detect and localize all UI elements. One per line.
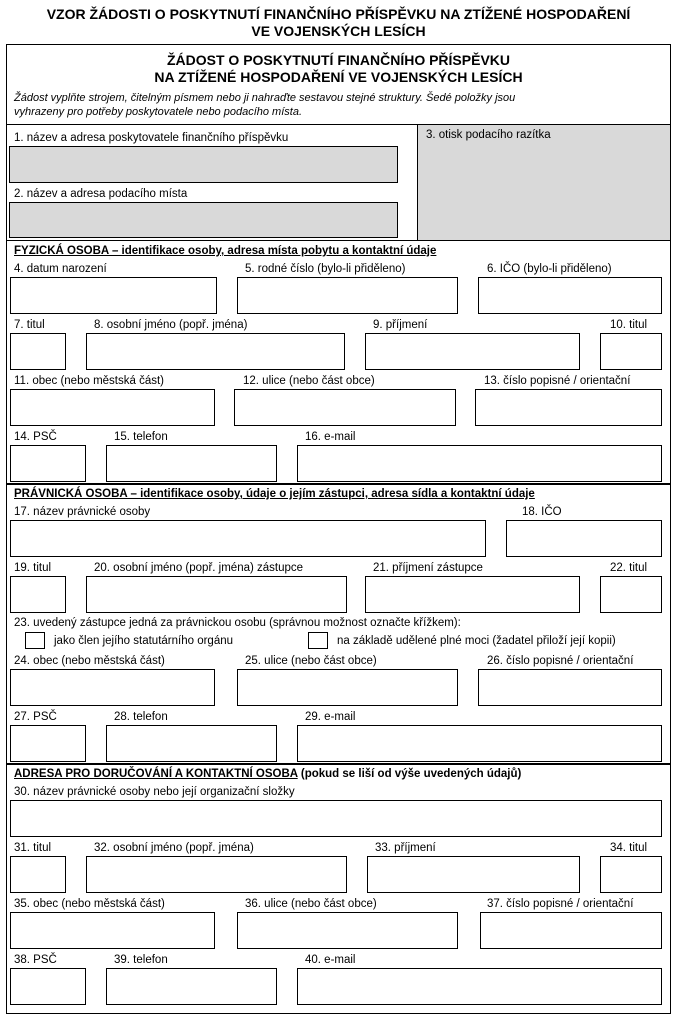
birth-date-field[interactable] bbox=[10, 277, 217, 314]
field-label-27: 27. PSČ bbox=[14, 711, 57, 723]
field-label-4: 4. datum narození bbox=[14, 263, 107, 275]
instructions bbox=[14, 91, 664, 119]
field-label-25: 25. ulice (nebo část obce) bbox=[245, 655, 377, 667]
delivery-house-number-field[interactable] bbox=[480, 912, 662, 949]
document-title-line1: VZOR ŽÁDOSTI O POSKYTNUTÍ FINANČNÍHO PŘÍSPĚVKU NA ZTÍŽENÉ HOSPODAŘENÍ bbox=[46, 6, 631, 22]
form-title-line1: ŽÁDOST O POSKYTNUTÍ FINANČNÍHO PŘÍSPĚVKU bbox=[166, 52, 511, 68]
representative-title-after-field[interactable] bbox=[600, 576, 662, 613]
field-label-17: 17. název právnické osoby bbox=[14, 506, 151, 518]
first-name-field[interactable] bbox=[86, 333, 345, 370]
field-label-38: 38. PSČ bbox=[14, 954, 57, 966]
statutory-body-checkbox[interactable] bbox=[25, 632, 45, 649]
field-label-22: 22. titul bbox=[610, 562, 648, 574]
field-label-14: 14. PSČ bbox=[14, 431, 57, 443]
field-label-2: 2. název a adresa podacího místa bbox=[14, 188, 188, 200]
field-label-35: 35. obec (nebo městská část) bbox=[14, 898, 165, 910]
field-label-3: 3. otisk podacího razítka bbox=[426, 129, 551, 141]
submission-place-field bbox=[9, 202, 398, 238]
contact-title-after-field[interactable] bbox=[600, 856, 662, 893]
field-label-6: 6. IČO (bylo-li přiděleno) bbox=[487, 263, 612, 275]
divider bbox=[6, 240, 671, 241]
field-label-12: 12. ulice (nebo část obce) bbox=[243, 375, 375, 387]
field-label-23: 23. uvedený zástupce jedná za právnickou osobu (správnou možnost označte křížkem): bbox=[14, 617, 461, 629]
field-label-39: 39. telefon bbox=[114, 954, 168, 966]
instructions-line1: Žádost vyplňte strojem, čitelným písmem nebo ji nahraďte sestavou stejné struktury. Šedé položky jsou bbox=[14, 92, 516, 104]
postal-code-field[interactable] bbox=[10, 445, 86, 482]
provider-name-address-field bbox=[9, 146, 398, 183]
delivery-phone-field[interactable] bbox=[106, 968, 277, 1005]
field-label-31: 31. titul bbox=[14, 842, 52, 854]
title-after-field[interactable] bbox=[600, 333, 662, 370]
section-heading-natural-person: FYZICKÁ OSOBA – identifikace osoby, adresa místa pobytu a kontaktní údaje bbox=[14, 245, 437, 257]
section-heading-delivery bbox=[14, 767, 521, 781]
option-power-of-attorney: na základě udělené plné moci (žadatel přiloží její kopii) bbox=[337, 635, 616, 647]
field-label-5: 5. rodné číslo (bylo-li přiděleno) bbox=[245, 263, 406, 275]
form-title-line2: NA ZTÍŽENÉ HOSPODAŘENÍ VE VOJENSKÝCH LESÍCH bbox=[154, 69, 523, 85]
field-label-32: 32. osobní jméno (popř. jména) bbox=[94, 842, 254, 854]
field-label-15: 15. telefon bbox=[114, 431, 168, 443]
contact-surname-field[interactable] bbox=[367, 856, 580, 893]
option-statutory-body: jako člen jejího statutárního orgánu bbox=[54, 635, 234, 647]
instructions-line2: vyhrazeny pro potřeby poskytovatele nebo podacího místa. bbox=[14, 106, 303, 118]
ico-field[interactable] bbox=[478, 277, 662, 314]
delivery-heading-note: (pokud se liší od výše uvedených údajů) bbox=[300, 768, 522, 780]
field-label-36: 36. ulice (nebo část obce) bbox=[245, 898, 377, 910]
title-before-field[interactable] bbox=[10, 333, 66, 370]
power-of-attorney-checkbox[interactable] bbox=[308, 632, 328, 649]
contact-first-name-field[interactable] bbox=[86, 856, 347, 893]
birth-number-field[interactable] bbox=[237, 277, 458, 314]
field-label-26: 26. číslo popisné / orientační bbox=[487, 655, 634, 667]
field-label-1: 1. název a adresa poskytovatele finančního příspěvku bbox=[14, 132, 289, 144]
surname-field[interactable] bbox=[365, 333, 580, 370]
field-label-16: 16. e-mail bbox=[305, 431, 356, 443]
stamp-area bbox=[418, 125, 670, 240]
representative-first-name-field[interactable] bbox=[86, 576, 347, 613]
field-label-20: 20. osobní jméno (popř. jména) zástupce bbox=[94, 562, 304, 574]
delivery-street-field[interactable] bbox=[237, 912, 458, 949]
field-label-34: 34. titul bbox=[610, 842, 648, 854]
legal-name-field[interactable] bbox=[10, 520, 486, 557]
field-label-21: 21. příjmení zástupce bbox=[373, 562, 483, 574]
legal-phone-field[interactable] bbox=[106, 725, 277, 762]
legal-municipality-field[interactable] bbox=[10, 669, 215, 706]
field-label-13: 13. číslo popisné / orientační bbox=[484, 375, 631, 387]
divider bbox=[6, 763, 671, 765]
field-label-33: 33. příjmení bbox=[375, 842, 436, 854]
field-label-24: 24. obec (nebo městská část) bbox=[14, 655, 165, 667]
field-label-40: 40. e-mail bbox=[305, 954, 356, 966]
delivery-postal-code-field[interactable] bbox=[10, 968, 86, 1005]
field-label-28: 28. telefon bbox=[114, 711, 168, 723]
divider bbox=[6, 483, 671, 485]
field-label-7: 7. titul bbox=[14, 319, 45, 331]
delivery-organization-field[interactable] bbox=[10, 800, 662, 837]
section-heading-legal-person: PRÁVNICKÁ OSOBA – identifikace osoby, údaje o jejím zástupci, adresa sídla a kontaktní údaje bbox=[14, 488, 535, 500]
representative-title-before-field[interactable] bbox=[10, 576, 66, 613]
field-label-18: 18. IČO bbox=[522, 506, 562, 518]
house-number-field[interactable] bbox=[475, 389, 662, 426]
document-title bbox=[0, 6, 677, 40]
field-label-29: 29. e-mail bbox=[305, 711, 356, 723]
delivery-municipality-field[interactable] bbox=[10, 912, 215, 949]
legal-ico-field[interactable] bbox=[506, 520, 662, 557]
field-label-9: 9. příjmení bbox=[373, 319, 428, 331]
phone-field[interactable] bbox=[106, 445, 277, 482]
field-label-30: 30. název právnické osoby nebo její organizační složky bbox=[14, 786, 295, 798]
street-field[interactable] bbox=[234, 389, 456, 426]
field-label-10: 10. titul bbox=[610, 319, 648, 331]
delivery-heading: ADRESA PRO DORUČOVÁNÍ A KONTAKTNÍ OSOBA bbox=[14, 768, 298, 780]
municipality-field[interactable] bbox=[10, 389, 215, 426]
contact-title-before-field[interactable] bbox=[10, 856, 66, 893]
field-label-19: 19. titul bbox=[14, 562, 52, 574]
field-label-8: 8. osobní jméno (popř. jména) bbox=[94, 319, 248, 331]
representative-surname-field[interactable] bbox=[365, 576, 580, 613]
field-label-37: 37. číslo popisné / orientační bbox=[487, 898, 634, 910]
delivery-email-field[interactable] bbox=[297, 968, 662, 1005]
legal-street-field[interactable] bbox=[237, 669, 458, 706]
legal-email-field[interactable] bbox=[297, 725, 662, 762]
legal-house-number-field[interactable] bbox=[478, 669, 662, 706]
field-label-11: 11. obec (nebo městská část) bbox=[14, 375, 164, 387]
legal-postal-code-field[interactable] bbox=[10, 725, 86, 762]
document-title-line2: VE VOJENSKÝCH LESÍCH bbox=[251, 23, 426, 39]
form-title bbox=[6, 52, 671, 86]
email-field[interactable] bbox=[297, 445, 662, 482]
